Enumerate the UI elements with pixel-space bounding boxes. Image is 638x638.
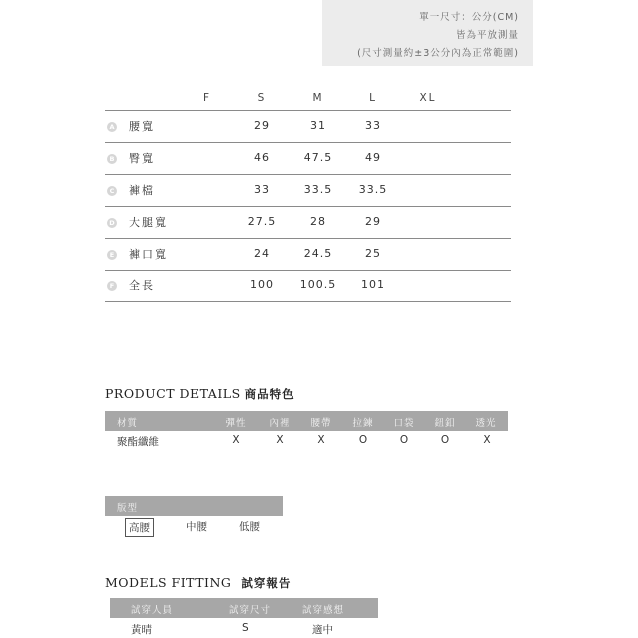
size-header-f: F xyxy=(202,92,212,104)
lining-value: X xyxy=(276,434,284,446)
size-m-value: 47.5 xyxy=(303,151,333,164)
size-row-hip xyxy=(105,143,511,175)
tolerance-text: (尺寸測量約±3公分內為正常範圍) xyxy=(357,48,519,59)
model-name: 黃晴 xyxy=(131,624,152,636)
size-s-value: 24 xyxy=(254,247,270,260)
letter-e-icon: E xyxy=(107,250,117,260)
models-fitting-title-zh: 試穿報告 xyxy=(241,576,292,590)
letter-c-icon: C xyxy=(107,186,117,196)
size-row-length xyxy=(105,270,511,302)
size-m-value: 33.5 xyxy=(303,183,333,196)
size-header-l: L xyxy=(369,92,377,104)
model-size: S xyxy=(242,622,249,634)
product-details-header-bar xyxy=(105,411,508,431)
header-try-size: 試穿尺寸 xyxy=(229,605,272,616)
size-s-value: 29 xyxy=(254,119,270,132)
product-details-title-en: PRODUCT DETAILS xyxy=(105,386,241,401)
material-value: 聚酯纖維 xyxy=(117,436,159,448)
size-row-hem xyxy=(105,239,511,271)
header-material: 材質 xyxy=(117,418,139,429)
row-label: 臀寬 xyxy=(129,152,155,165)
sheer-value: X xyxy=(483,434,491,446)
row-label: 褲口寬 xyxy=(129,248,168,261)
size-l-value: 49 xyxy=(365,151,381,164)
belt-value: X xyxy=(317,434,325,446)
flat-measure-text: 皆為平放測量 xyxy=(455,30,519,41)
size-header-xl: XL xyxy=(419,92,437,104)
row-label: 褲檔 xyxy=(129,184,155,197)
letter-d-icon: D xyxy=(107,218,117,228)
header-feedback: 試穿感想 xyxy=(302,605,345,616)
header-stretch: 彈性 xyxy=(225,418,247,429)
fit-option-mid-waist: 中腰 xyxy=(186,521,207,533)
product-details-title-zh: 商品特色 xyxy=(244,387,295,401)
size-l-value: 29 xyxy=(365,215,381,228)
row-label: 腰寬 xyxy=(129,120,155,133)
size-header-m: M xyxy=(312,92,324,104)
row-label: 全長 xyxy=(129,279,155,292)
button-value: O xyxy=(440,434,450,446)
size-s-value: 46 xyxy=(254,151,270,164)
header-model: 試穿人員 xyxy=(131,605,174,616)
model-feedback: 適中 xyxy=(312,624,333,636)
fit-header-bar xyxy=(105,496,283,516)
fit-option-low-waist: 低腰 xyxy=(239,521,260,533)
header-pocket: 口袋 xyxy=(393,418,415,429)
fit-option-high-waist: 高腰 xyxy=(125,518,154,537)
header-zipper: 拉鍊 xyxy=(352,418,374,429)
size-m-value: 28 xyxy=(310,215,326,228)
size-s-value: 33 xyxy=(254,183,270,196)
size-row-rise xyxy=(105,175,511,207)
unit-text: 單一尺寸：公分(CM) xyxy=(419,12,519,23)
letter-b-icon: B xyxy=(107,154,117,164)
models-fitting-title xyxy=(105,575,291,591)
header-sheer: 透光 xyxy=(475,418,497,429)
size-row-waist xyxy=(105,111,511,143)
stretch-value: X xyxy=(232,434,240,446)
size-row-thigh xyxy=(105,207,511,239)
size-header-s: S xyxy=(257,92,267,104)
fit-header-label: 版型 xyxy=(117,503,139,514)
size-m-value: 31 xyxy=(310,119,326,132)
size-s-value: 27.5 xyxy=(247,215,277,228)
header-lining: 內裡 xyxy=(269,418,291,429)
models-fitting-header-bar xyxy=(110,598,378,618)
letter-a-icon: A xyxy=(107,122,117,132)
size-l-value: 25 xyxy=(365,247,381,260)
zipper-value: O xyxy=(358,434,368,446)
size-s-value: 100 xyxy=(250,278,274,291)
pocket-value: O xyxy=(399,434,409,446)
header-button: 鈕釦 xyxy=(434,418,456,429)
size-m-value: 24.5 xyxy=(303,247,333,260)
measurement-note xyxy=(322,0,533,66)
row-label: 大腿寬 xyxy=(129,216,168,229)
models-fitting-title-en: MODELS FITTING xyxy=(105,575,232,590)
header-belt: 腰帶 xyxy=(310,418,332,429)
size-m-value: 100.5 xyxy=(299,278,337,291)
letter-f-icon: F xyxy=(107,281,117,291)
size-l-value: 33 xyxy=(365,119,381,132)
size-l-value: 33.5 xyxy=(358,183,388,196)
product-details-title xyxy=(105,386,295,402)
size-l-value: 101 xyxy=(361,278,385,291)
